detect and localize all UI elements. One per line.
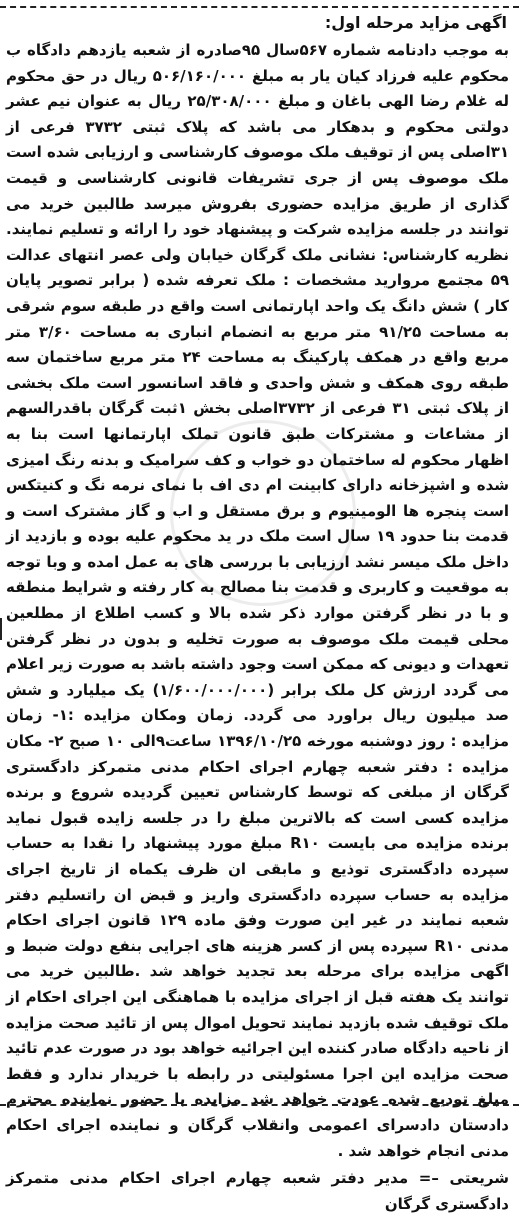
notice-title: اگهی مزاید مرحله اول: — [324, 13, 507, 32]
top-dashed-border — [0, 6, 519, 8]
bottom-dashed-border — [0, 1104, 519, 1106]
notice-signature: شریعتی –= مدیر دفتر شعبه چهارم اجرای احکام مدنی متمرکز دادگستری گرگان — [6, 1169, 509, 1213]
fold-mark — [0, 618, 2, 640]
notice-body: به موجب دادنامه شماره ۵۶۷سال ۹۵صادره از شعبه یازدهم دادگاه ب محکوم علیه فرزاد کیان یار به مبلغ ۵۰۶/۱۶۰/۰۰۰ ریال در حق محکوم له غلام رضا الهی باغان و مبلغ ۲۵/۳۰۸/۰۰۰ ریال به عنوان نیم عشر دولتی محکوم و بدهکار می باشد که پلاک ثبتی ۳۷۳۲ فرعی از ۳۱اصلی پس از توقیف ملک موصوف کارشناسی و ارزیابی شده است ملک موصوف پس از جری تشریفات قانونی کارشناسی و قیمت گذاری از طریق مزایده حضوری بفروش میرسد طالبین خرید می توانند در جلسه مزایده شرکت و پیشنهاد خود را ارائه و تسلیم نمایند. نظریه کارشناس: نشانی ملک گرگان خیابان ولی عصر انتهای عدالت ۵۹ مجتمع مروارید مشخصات : ملک تعرفه شده ( برابر تصویر پایان کار ) شش دانگ یک واحد اپارتمانی است واقع در طبقه سوم شرقی به مساحت ۹۱/۲۵ متر مربع به انضمام انباری به مساحت ۳/۶۰ متر مربع واقع در همکف پارکینگ به مساحت ۲۴ متر مربع ساختمان سه طبقه روی همکف و شش واحدی و فاقد اسانسور است ملک بخشی از پلاک ثبتی ۳۱ فرعی از ۳۷۳۲اصلی بخش ۱ثبت گرگان باقدرالسهم از مشاعات و مشترکات طبق قانون تملک اپارتمانها است بنا به اظهار محکوم له ساختمان دو خواب و کف سرامیک و بدنه رنگ امیزی شده و اشپزخانه دارای کابینت ام دی اف با نمای نرمه نگ و کنیتکس است پنجره ها الومینیوم و برق مستقل و اب و گاز مشترک است و قدمت بنا حدود ۱۹ سال است ملک در ید محکوم علیه بوده و بازدید از داخل ملک میسر نشد ارزیابی با بررسی های به عمل امده و وبا توجه به موقعیت و کاربری و قدمت بنا مصالح به کار رفته و شرایط منطقه و با در نظر گرفتن موارد ذکر شده بالا و کسب اطلاع از مطلعین محلی قیمت ملک موصوف به صورت تخلیه و بدون در نظر گرفتن تعهدات و دیونی که ممکن است وجود داشته باشد به صورت زیر اعلام می گردد ارزش کل ملک برابر (۱/۶۰۰/۰۰۰/۰۰۰) یک میلیارد و شش صد میلیون ریال براورد می گردد. زمان ومکان مزایده :۱- زمان مزایده : روز دوشنبه مورخه ۱۳۹۶/۱۰/۲۵ ساعت۹الی ۱۰ صبح ۲- مکان مزایده : دفتر شعبه چهارم اجرای احکام مدنی متمرکز دادگستری گرگان از مبلغی که توسط کارشناس تعیین گردیده شروع و برنده مزایده کسی است که بالاترین مبلغ را در جلسه زایده قبول نماید برنده مزایده می بایست R۱۰ مبلغ مورد پیشنهاد را نقدا به حساب سپرده دادگستری توذیع و مابقی ان ظرف یکماه از تاریخ اجرای مزایده به حساب سپرده دادگستری واریز و قبض ان راتسلیم دفتر شعبه نمایند در غیر این صورت وفق ماده ۱۲۹ قانون اجرای احکام مدنی R۱۰ سپرده پس از کسر هزینه های اجرایی بنفع دولت ضبط و اگهی مزایده برای مرحله بعد تجدید خواهد شد .طالبین خرید می توانند یک هفته قبل از اجرای مزایده با هماهنگی این اجرای احکام از ملک توقیف شده بازدید نمایند تحویل اموال پس از تائید صحت مزایده از ناحیه دادگاه صادر کننده این اجرائیه خواهد بود در صورت عدم تائید صحت مزایده این اجرا مسئولیتی در رابطه با خریدار ندارد و فقط مبلغ تودیع شده عودت خواهد شد مزایده با حضور نماینده محترم دادستان دادسرای اعمومی وانقلاب گرگان و نماینده اجرای احکام مدنی انجام خواهد شد . — [6, 41, 510, 1160]
auction-notice — [4, 12, 515, 1213]
